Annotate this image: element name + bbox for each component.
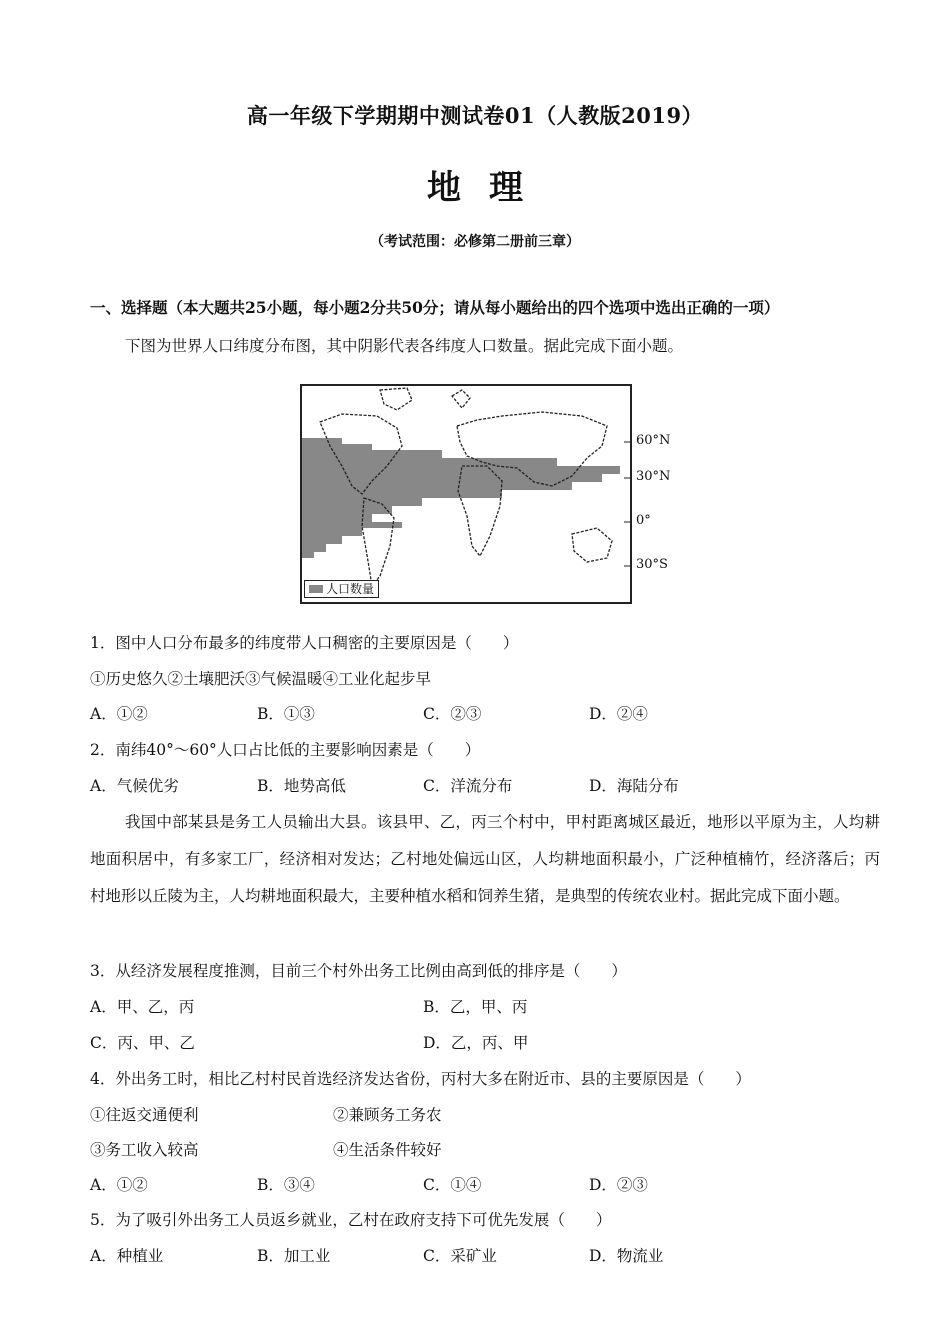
legend-label: 人口数量 [326,582,375,596]
q1-option-c: C．②③ [423,705,482,723]
passage-villages: 我国中部某县是务工人员输出大县。该县甲、乙，丙三个村中，甲村距离城区最近，地形以平原为主，人均耕地面积居中，有多家工厂，经济相对发达；乙村地处偏远山区，人均耕地面积最小，广泛种植楠竹，经济落后；丙村地形以丘陵为主，人均耕地面积最大，主要种植水稻和饲养生猪，是典型的传统农业村。据此完成下面小题。 [90,813,880,905]
q1-items: ①历史悠久②土壤肥沃③气候温暖④工业化起步早 [90,670,432,688]
subject-title: 地理 [427,168,551,208]
q1-option-d: D．②④ [589,705,648,723]
legend-swatch [309,585,323,593]
q2-option-c: C．洋流分布 [423,777,513,795]
lat-label-0: 0° [636,513,651,528]
exam-title: 高一年级下学期期中测试卷01（人教版2019） [246,103,704,128]
exam-scope: （考试范围：必修第二册前三章） [370,234,580,250]
map-legend [304,580,379,598]
q4-option-c: C．①④ [423,1176,482,1194]
q5-option-d: D．物流业 [589,1247,664,1265]
q5-option-a: A．种植业 [90,1247,164,1265]
q3-option-a: A．甲、乙，丙 [90,998,195,1016]
lat-label-30s: 30°S [636,557,668,572]
q5-option-b: B．加工业 [257,1247,331,1265]
q4-item-2: ②兼顾务工务农 [333,1106,442,1124]
population-latitude-map [300,384,671,608]
q3-option-c: C．丙、甲、乙 [90,1034,195,1052]
q2-stem: 2．南纬40°～60°人口占比低的主要影响因素是（ ） [90,741,481,759]
q2-option-b: B．地势高低 [257,777,346,795]
map-frame [300,384,632,604]
q1-option-a: A．①② [90,705,148,723]
q1-option-b: B．①③ [257,705,315,723]
q4-stem: 4．外出务工时，相比乙村村民首选经济发达省份，丙村大多在附近市、县的主要原因是（ ） [90,1070,751,1088]
q4-item-4: ④生活条件较好 [333,1141,442,1159]
q4-option-a: A．①② [90,1176,148,1194]
q4-item-3: ③务工收入较高 [90,1141,199,1159]
map-drawing [302,386,630,602]
intro-text: 下图为世界人口纬度分布图，其中阴影代表各纬度人口数量。据此完成下面小题。 [125,337,684,355]
lat-label-30n: 30°N [636,469,671,484]
q2-option-d: D．海陆分布 [589,777,679,795]
q4-option-d: D．②③ [589,1176,648,1194]
latitude-ticks [624,442,630,566]
lat-label-60n: 60°N [636,433,671,448]
q5-stem: 5．为了吸引外出务工人员返乡就业，乙村在政府支持下可优先发展（ ） [90,1211,612,1229]
q3-stem: 3．从经济发展程度推测，目前三个村外出务工比例由高到低的排序是（ ） [90,962,627,980]
q5-option-c: C．采矿业 [423,1247,497,1265]
q1-stem: 1．图中人口分布最多的纬度带人口稠密的主要原因是（ ） [90,634,519,652]
q4-item-1: ①往返交通便利 [90,1106,199,1124]
section-heading: 一、选择题（本大题共25小题，每小题2分共50分；请从每小题给出的四个选项中选出正确的一项） [90,298,780,317]
q4-option-b: B．③④ [257,1176,315,1194]
q3-option-d: D．乙，丙、甲 [423,1034,529,1052]
q3-option-b: B．乙，甲、丙 [423,998,528,1016]
q2-option-a: A．气候优劣 [90,777,179,795]
